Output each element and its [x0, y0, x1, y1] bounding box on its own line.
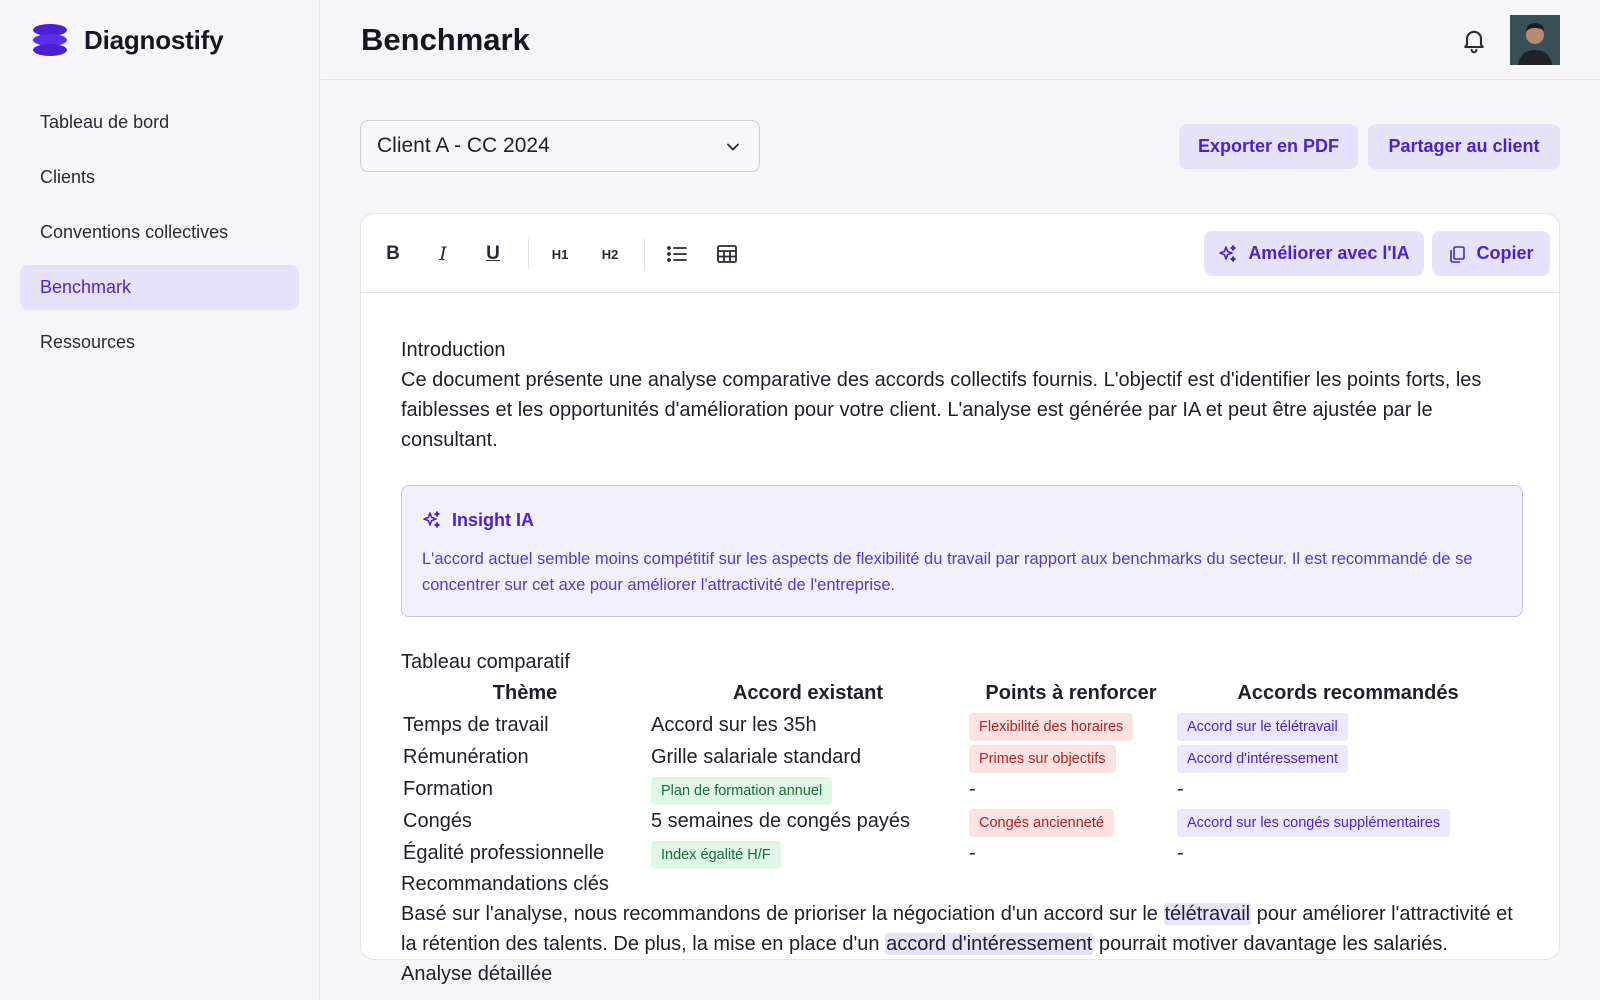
- reinforce-tag: Primes sur objectifs: [969, 745, 1116, 773]
- table-heading: Tableau comparatif: [401, 651, 570, 673]
- sidebar-item-ressources[interactable]: [20, 320, 299, 365]
- sidebar-item-label: Clients: [40, 167, 96, 187]
- cell-reinforce: -: [969, 778, 976, 800]
- cell-recommended: [1175, 741, 1521, 773]
- recommendations-heading: Recommandations clés: [401, 873, 609, 895]
- editor-toolbar: [361, 214, 1559, 293]
- copy-label: Copier: [1476, 243, 1534, 263]
- sidebar: [0, 0, 320, 1000]
- client-select-value: Client A - CC 2024: [377, 134, 550, 157]
- cell-existing: 5 semaines de congés payés: [651, 810, 911, 832]
- export-pdf-button[interactable]: Exporter en PDF: [1179, 124, 1358, 169]
- document-content[interactable]: [401, 335, 1531, 989]
- bell-icon[interactable]: [1460, 26, 1488, 54]
- insight-title: Insight IA: [452, 510, 534, 530]
- stacked-layers-logo-icon: [32, 22, 68, 58]
- bold-button[interactable]: B: [386, 243, 400, 264]
- sidebar-item-conventions-collectives[interactable]: [20, 210, 299, 255]
- reco-text: Basé sur l'analyse, nous recommandons de prioriser la négociation d'un accord sur le: [401, 903, 1164, 925]
- cell-theme: Congés: [403, 810, 472, 832]
- cell-existing: [649, 837, 967, 869]
- cell-reinforce: [967, 709, 1175, 741]
- avatar[interactable]: [1510, 15, 1560, 65]
- client-select[interactable]: [360, 120, 760, 172]
- bullet-list-button[interactable]: [659, 236, 695, 272]
- page-title: Benchmark: [361, 21, 530, 57]
- cell-theme: Rémunération: [403, 746, 529, 768]
- sidebar-item-tableau-de-bord[interactable]: [20, 100, 299, 145]
- existing-tag: Plan de formation annuel: [651, 777, 832, 805]
- column-header: Thème: [492, 682, 558, 704]
- copy-icon: [1448, 245, 1466, 263]
- comparison-table: [401, 677, 1521, 869]
- recommendations-paragraph: [401, 899, 1521, 959]
- recommended-tag: Accord sur les congés supplémentaires: [1177, 809, 1450, 837]
- column-header: Accord existant: [732, 682, 884, 704]
- bullet-list-icon: [666, 243, 688, 265]
- recommended-tag: Accord sur le télétravail: [1177, 713, 1348, 741]
- toolbar-divider: [528, 239, 529, 269]
- table-row: [401, 837, 1521, 869]
- improve-ai-button[interactable]: [1204, 231, 1424, 276]
- sidebar-item-label: Benchmark: [40, 277, 132, 297]
- sidebar-item-benchmark[interactable]: [20, 265, 299, 310]
- heading2-button[interactable]: H2: [601, 246, 619, 262]
- cell-theme: Égalité professionnelle: [403, 842, 605, 864]
- brand-name: Diagnostify: [84, 24, 224, 55]
- reco-text: pourrait motiver davantage les salariés.: [1093, 933, 1448, 955]
- recommended-tag: Accord d'intéressement: [1177, 745, 1348, 773]
- cell-recommended: -: [1177, 842, 1184, 864]
- table-row: [401, 741, 1521, 773]
- sidebar-item-label: Tableau de bord: [40, 112, 170, 132]
- table-row: [401, 805, 1521, 837]
- toolbar-divider: [644, 239, 645, 269]
- intro-heading: Introduction: [401, 339, 506, 361]
- cell-recommended: -: [1177, 778, 1184, 800]
- table-row: [401, 773, 1521, 805]
- ai-insight-callout: [401, 485, 1523, 617]
- cell-recommended: [1175, 709, 1521, 741]
- cell-reinforce: [967, 741, 1175, 773]
- chevron-down-icon: [723, 137, 743, 157]
- reinforce-tag: Congés ancienneté: [969, 809, 1114, 837]
- existing-tag: Index égalité H/F: [651, 841, 781, 869]
- cell-theme: Formation: [403, 778, 494, 800]
- italic-button[interactable]: I: [439, 243, 447, 265]
- share-client-button[interactable]: Partager au client: [1368, 124, 1560, 169]
- sparkles-icon: [422, 510, 442, 530]
- cell-reinforce: [967, 805, 1175, 837]
- cell-existing: [649, 773, 967, 805]
- table-header-row: [401, 677, 1521, 709]
- underline-button[interactable]: U: [486, 243, 500, 264]
- sidebar-nav: [0, 100, 319, 365]
- intro-paragraph: Ce document présente une analyse comparative des accords collectifs fournis. L'objectif est d'identifier les points forts, les faiblesses et les opportunités d'amélioration pour votre client. L'analyse est générée par IA et peut être ajustée par le consultant.: [401, 369, 1482, 451]
- sidebar-item-label: Ressources: [40, 332, 136, 352]
- detailed-analysis-heading: Analyse détaillée: [401, 963, 553, 985]
- sidebar-item-label: Conventions collectives: [40, 222, 229, 242]
- copy-button[interactable]: [1432, 231, 1550, 276]
- sidebar-item-clients[interactable]: [20, 155, 299, 200]
- user-avatar-icon: [1510, 15, 1560, 65]
- top-bar: [321, 0, 1600, 80]
- cell-recommended: [1175, 805, 1521, 837]
- table-button[interactable]: [709, 236, 745, 272]
- cell-existing: Grille salariale standard: [651, 746, 862, 768]
- reco-text: pour améliorer l'attractivité et la rétention des talents. De plus, la mise en place d'un: [401, 903, 1513, 955]
- brand[interactable]: [0, 0, 319, 80]
- cell-reinforce: -: [969, 842, 976, 864]
- cell-theme: Temps de travail: [403, 714, 549, 736]
- improve-ai-label: Améliorer avec l'IA: [1248, 243, 1410, 263]
- document-editor: [360, 213, 1560, 985]
- heading1-button[interactable]: H1: [551, 246, 569, 262]
- reinforce-tag: Flexibilité des horaires: [969, 713, 1133, 741]
- table-icon: [716, 243, 738, 265]
- sparkles-icon: [1218, 244, 1238, 264]
- highlight-teletravail: télétravail: [1164, 903, 1251, 925]
- insight-header: [422, 508, 1502, 532]
- highlight-interessement: accord d'intéressement: [886, 933, 1093, 955]
- column-header: Accords recommandés: [1237, 682, 1459, 704]
- insight-text: L'accord actuel semble moins compétitif sur les aspects de flexibilité du travail par rapport aux benchmarks du secteur. Il est recommandé de se concentrer sur cet axe pour améliorer l'attractivité de l'entreprise.: [422, 550, 1473, 594]
- table-row: [401, 709, 1521, 741]
- cell-existing: Accord sur les 35h: [651, 714, 817, 736]
- column-header: Points à renforcer: [985, 682, 1157, 704]
